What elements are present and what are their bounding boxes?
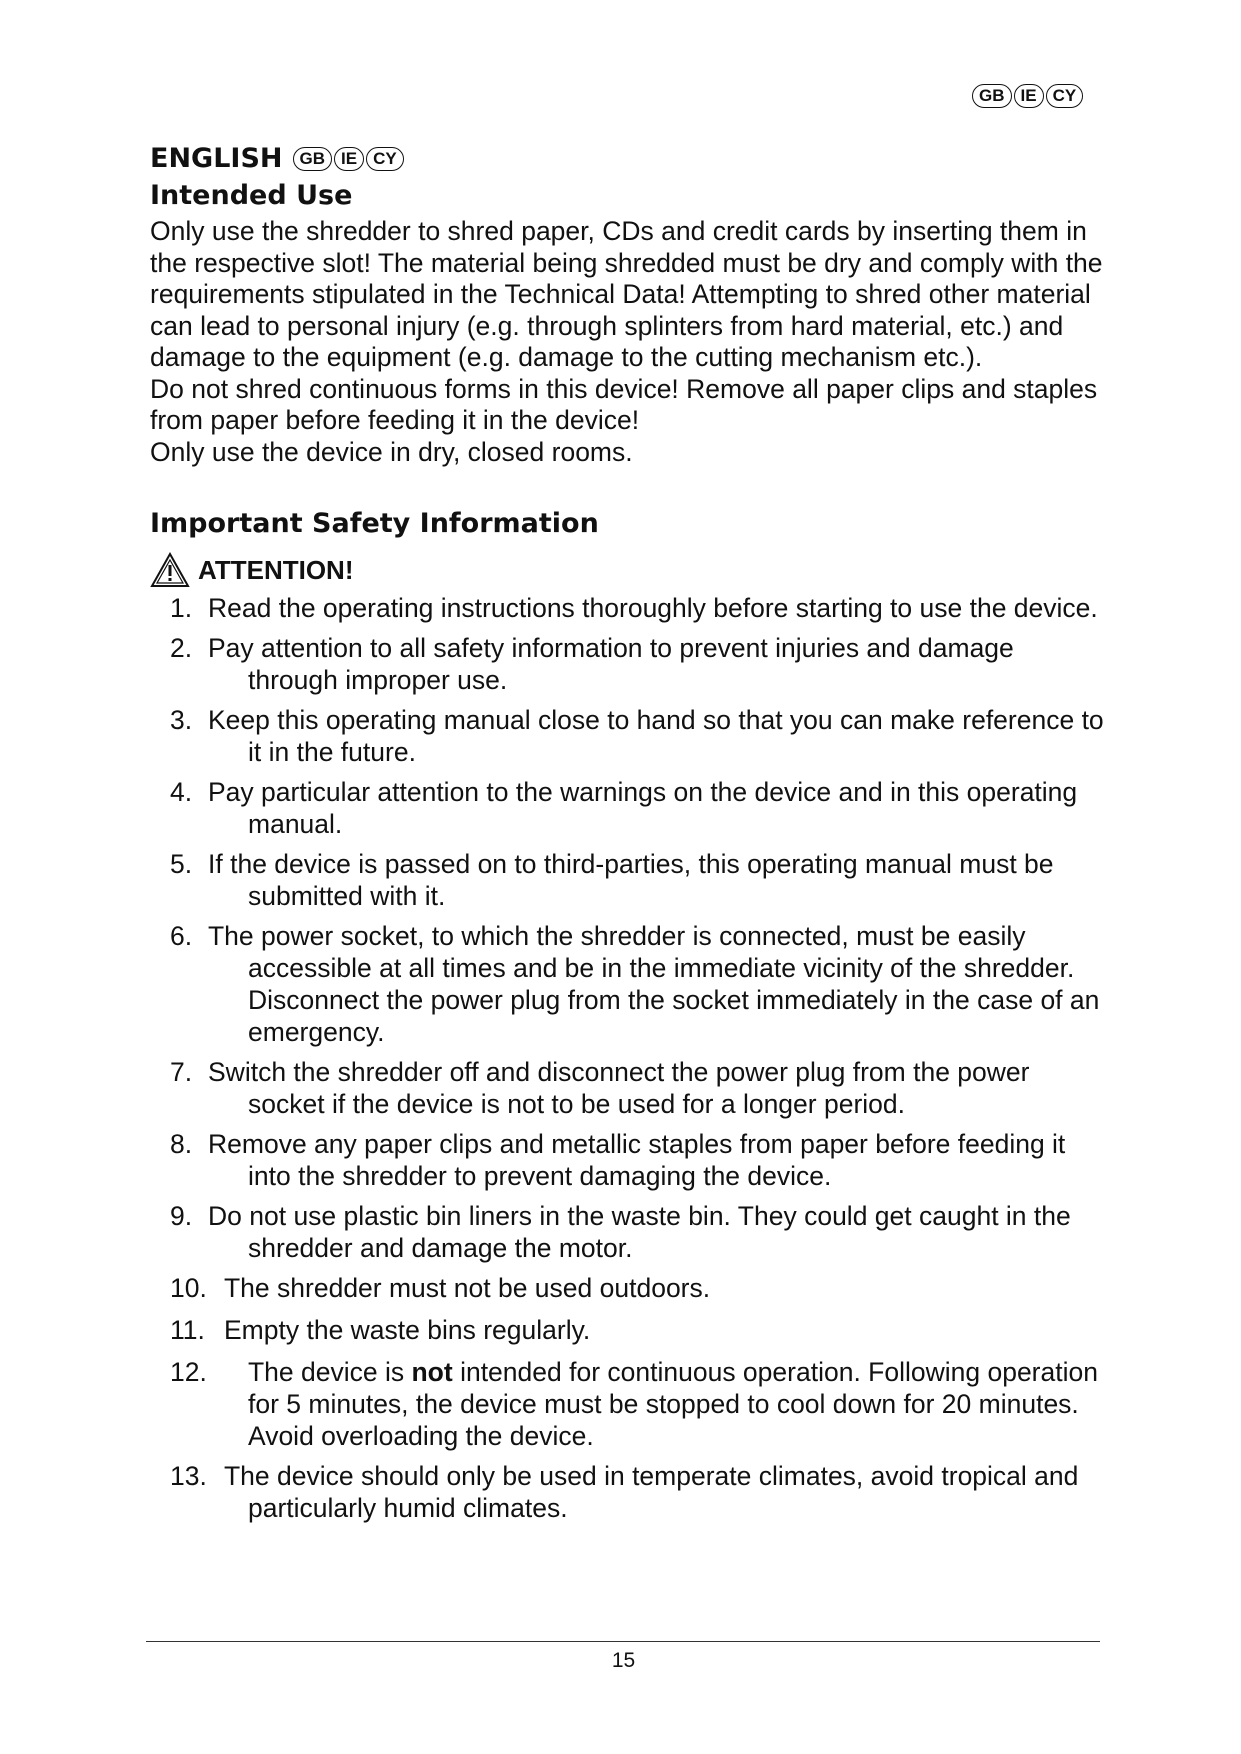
safety-item-number: 13. [170, 1461, 207, 1491]
safety-item-text: If the device is passed on to third-parties, this operating manual must be submitted with it. [208, 849, 1054, 911]
safety-item-number: 10. [170, 1273, 207, 1303]
safety-item-number: 9. [170, 1201, 193, 1231]
safety-item [150, 1314, 1110, 1346]
safety-item-text-after: intended for continuous operation. Following operation for 5 minutes, the device must be stopped to cool down for 20 minutes. Avoid overloading the device. [248, 1357, 1098, 1451]
intended-use-paragraph: Do not shred continuous forms in this device! Remove all paper clips and staples from paper before feeding it in the device! [150, 373, 1098, 435]
safety-item-text: Read the operating instructions thoroughly before starting to use the device. [208, 593, 1098, 623]
language-badge-gb: GB [293, 147, 333, 171]
page-content [150, 140, 1110, 1532]
footer-divider [146, 1641, 1100, 1642]
safety-item-number: 11. [170, 1315, 205, 1345]
page-number-text: 15 [611, 1649, 636, 1672]
safety-item-number: 3. [170, 705, 193, 735]
safety-item-text: The shredder must not be used outdoors. [224, 1273, 711, 1303]
safety-item-number: 6. [170, 921, 193, 951]
safety-item-text: Keep this operating manual close to hand so that you can make reference to it in the future. [208, 705, 1104, 767]
warning-triangle-icon [150, 552, 190, 588]
safety-heading: Important Safety Information [150, 508, 599, 539]
page-number [0, 1648, 1241, 1674]
intended-use-paragraph: Only use the device in dry, closed rooms. [150, 436, 633, 467]
safety-item [150, 920, 1110, 1048]
safety-item-text: Remove any paper clips and metallic staples from paper before feeding it into the shredder to prevent damaging the device. [208, 1129, 1066, 1191]
safety-item-text: Do not use plastic bin liners in the waste bin. They could get caught in the shredder and damage the motor. [208, 1201, 1071, 1263]
safety-item-text: Empty the waste bins regularly. [224, 1315, 591, 1345]
safety-item-text: The power socket, to which the shredder is connected, must be easily accessible at all times and be in the immediate vicinity of the shredder. Disconnect the power plug from the socket immediately in the case of an emergency. [208, 921, 1100, 1047]
intended-use-paragraph: Only use the shredder to shred paper, CDs and credit cards by inserting them in the respective slot! The material being shredded must be dry and comply with the requirements stipulated in the Technical Data! Attempting to shred other material can lead to personal injury (e.g. through splinters from hard material, etc.) and damage to the equipment (e.g. damage to the cutting mechanism etc.). [150, 216, 1103, 372]
safety-item-text-emphasis: not [411, 1357, 453, 1387]
safety-item-text: Switch the shredder off and disconnect the power plug from the power socket if the device is not to be used for a longer period. [208, 1057, 1030, 1119]
safety-item-text: The device should only be used in temperate climates, avoid tropical and particularly humid climates. [224, 1461, 1079, 1523]
safety-item [150, 1272, 1110, 1304]
language-heading [150, 140, 1110, 178]
language-badge-ie: IE [334, 147, 364, 171]
safety-item [150, 1128, 1110, 1192]
language-badges [293, 147, 404, 171]
safety-item [150, 1056, 1110, 1120]
safety-item-number: 2. [170, 633, 193, 663]
safety-item [150, 1356, 1110, 1452]
safety-item-number: 4. [170, 777, 193, 807]
safety-item [150, 704, 1110, 768]
safety-item-number: 5. [170, 849, 193, 879]
safety-item [150, 1200, 1110, 1264]
intended-use-body [150, 216, 1110, 468]
safety-item-text: Pay attention to all safety information to prevent injuries and damage through improper use. [208, 633, 1014, 695]
safety-item-number: 7. [170, 1057, 193, 1087]
safety-item [150, 776, 1110, 840]
language-badge-cy: CY [366, 147, 404, 171]
safety-item [150, 632, 1110, 696]
safety-item-number: 1. [170, 593, 193, 623]
safety-item-text: Pay particular attention to the warnings on the device and in this operating manual. [208, 777, 1078, 839]
language-title: ENGLISH [150, 143, 283, 174]
country-badge-ie: IE [1014, 84, 1044, 108]
attention-label: ATTENTION! [198, 555, 354, 585]
safety-item-text-before: The device is [248, 1357, 412, 1387]
safety-item-number: 8. [170, 1129, 193, 1159]
safety-item [150, 592, 1110, 624]
safety-item-number: 12. [170, 1357, 207, 1387]
safety-item [150, 1460, 1110, 1524]
attention-callout [150, 552, 1110, 588]
safety-item [150, 848, 1110, 912]
country-badge-gb: GB [972, 84, 1012, 108]
safety-list [150, 592, 1110, 1524]
country-badge-cy: CY [1046, 84, 1084, 108]
header-country-badges [972, 84, 1083, 108]
intended-use-heading: Intended Use [150, 180, 353, 211]
